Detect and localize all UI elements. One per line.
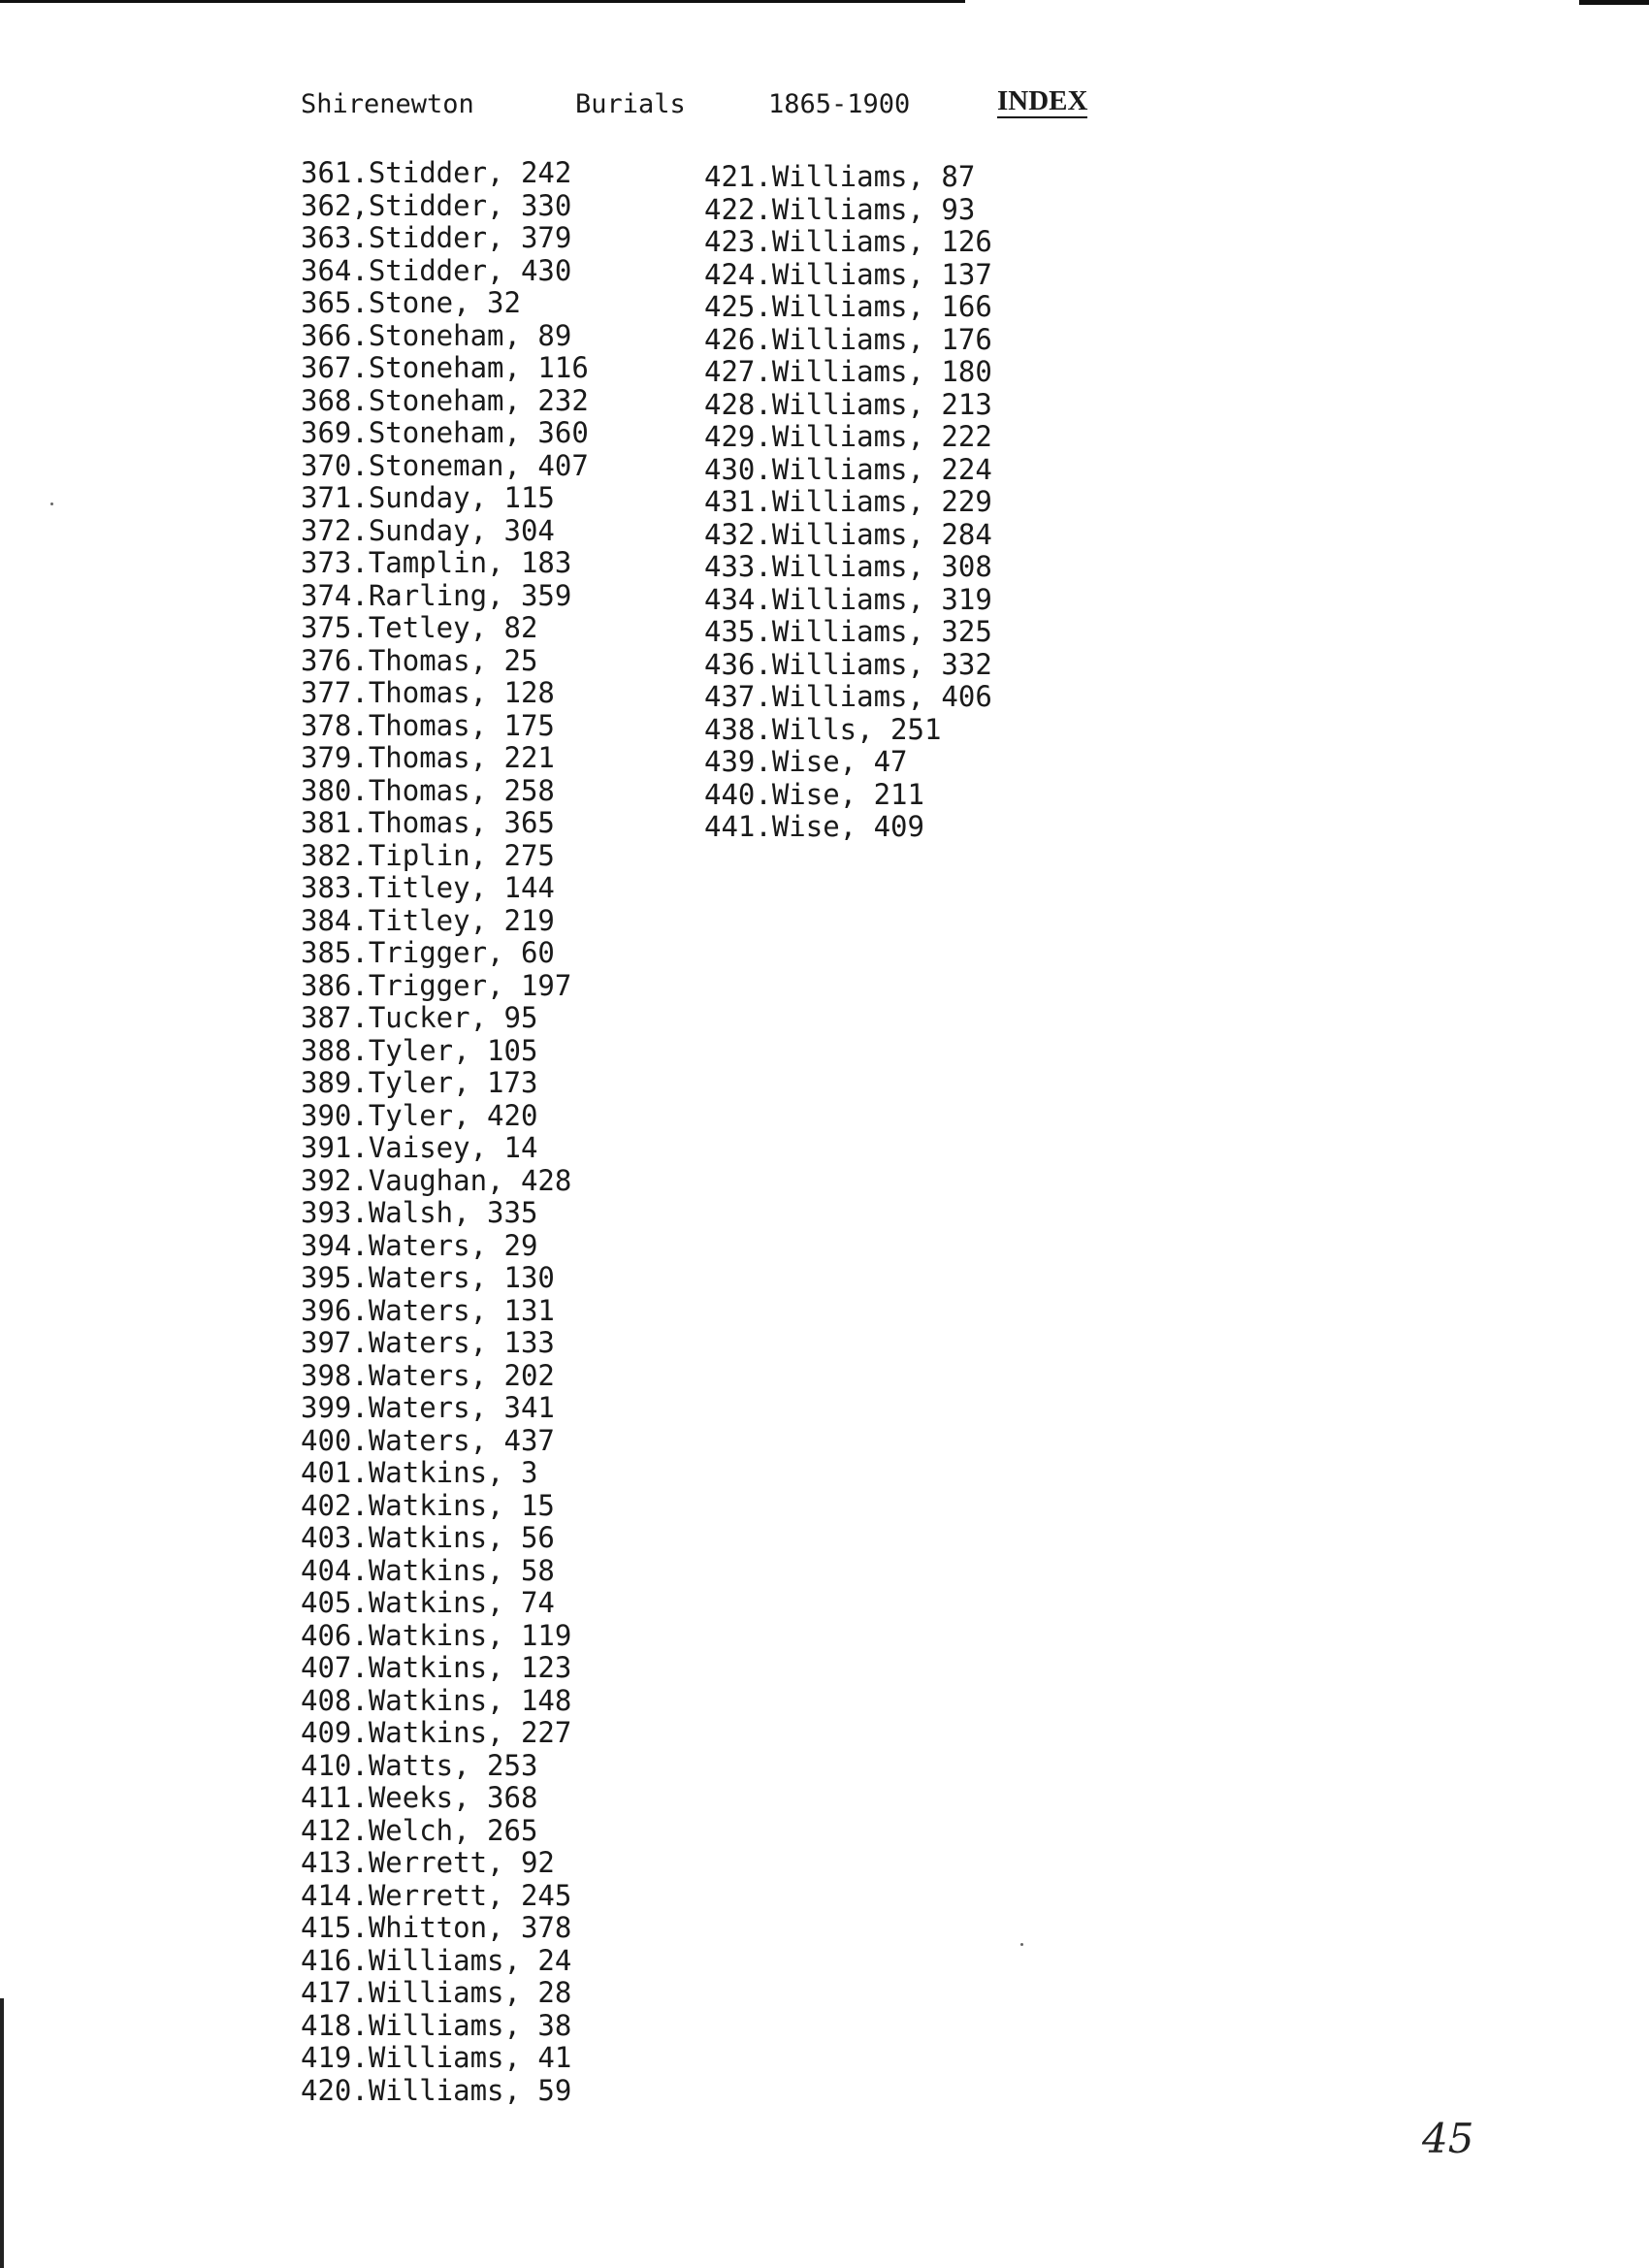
index-entry: 400.Waters, 437 <box>301 1423 555 1457</box>
index-entry: 369.Stoneham, 360 <box>301 416 589 449</box>
scan-edge-left <box>0 1998 4 2268</box>
index-entry: 387.Tucker, 95 <box>301 1001 538 1034</box>
index-entry: 393.Walsh, 335 <box>301 1196 538 1229</box>
scan-edge-top <box>0 0 965 3</box>
index-entry: 371.Sunday, 115 <box>301 481 555 514</box>
index-column-left <box>301 157 589 2107</box>
index-entry: 382.Tiplin, 275 <box>301 838 555 872</box>
index-entry: 425.Williams, 166 <box>704 290 992 323</box>
index-entry: 394.Waters, 29 <box>301 1228 538 1262</box>
index-entry: 429.Williams, 222 <box>704 420 992 453</box>
index-entry: 419.Williams, 41 <box>301 2041 572 2074</box>
index-entry: 420.Williams, 59 <box>301 2073 572 2107</box>
index-entry: 368.Stoneham, 232 <box>301 383 589 417</box>
page-number: 45 <box>1422 2115 1474 2162</box>
index-entry: 440.Wise, 211 <box>704 777 924 811</box>
index-entry: 409.Watkins, 227 <box>301 1716 572 1749</box>
index-entry: 422.Williams, 93 <box>704 192 976 226</box>
index-entry: 370.Stoneman, 407 <box>301 448 589 482</box>
scan-speck <box>50 502 53 505</box>
index-entry: 439.Wise, 47 <box>704 745 908 778</box>
index-entry: 390.Tyler, 420 <box>301 1098 538 1132</box>
index-entry: 380.Thomas, 258 <box>301 773 555 807</box>
index-entry: 413.Werrett, 92 <box>301 1846 555 1879</box>
index-entry: 432.Williams, 284 <box>704 517 992 551</box>
index-entry: 396.Waters, 131 <box>301 1293 555 1327</box>
index-entry: 398.Waters, 202 <box>301 1358 555 1392</box>
index-entry: 424.Williams, 137 <box>704 257 992 291</box>
index-entry: 430.Williams, 224 <box>704 452 992 486</box>
index-entry: 397.Waters, 133 <box>301 1326 555 1359</box>
index-entry: 414.Werrett, 245 <box>301 1878 572 1912</box>
index-entry: 379.Thomas, 221 <box>301 741 555 774</box>
index-entry: 361.Stidder, 242 <box>301 156 572 189</box>
index-entry: 365.Stone, 32 <box>301 286 521 319</box>
index-entry: 376.Thomas, 25 <box>301 643 538 677</box>
index-entry: 401.Watkins, 3 <box>301 1456 538 1489</box>
index-entry: 403.Watkins, 56 <box>301 1521 555 1554</box>
index-entry: 362,Stidder, 330 <box>301 188 572 222</box>
index-entry: 366.Stoneham, 89 <box>301 318 572 352</box>
index-entry: 385.Trigger, 60 <box>301 936 555 969</box>
index-entry: 377.Thomas, 128 <box>301 676 555 709</box>
index-entry: 375.Tetley, 82 <box>301 611 538 644</box>
index-entry: 383.Titley, 144 <box>301 871 555 904</box>
index-entry: 421.Williams, 87 <box>704 160 976 193</box>
index-entry: 381.Thomas, 365 <box>301 806 555 839</box>
index-entry: 438.Wills, 251 <box>704 712 942 746</box>
header-years: 1865-1900 <box>768 89 911 119</box>
index-entry: 406.Watkins, 119 <box>301 1618 572 1652</box>
index-entry: 407.Watkins, 123 <box>301 1651 572 1684</box>
index-entry: 373.Tamplin, 183 <box>301 546 572 579</box>
index-entry: 388.Tyler, 105 <box>301 1033 538 1067</box>
index-entry: 437.Williams, 406 <box>704 680 992 713</box>
index-entry: 374.Rarling, 359 <box>301 578 572 612</box>
index-entry: 411.Weeks, 368 <box>301 1781 538 1814</box>
page-header <box>0 85 1164 128</box>
index-entry: 417.Williams, 28 <box>301 1976 572 2009</box>
index-entry: 405.Watkins, 74 <box>301 1586 555 1619</box>
scan-edge-top-right <box>1579 0 1649 5</box>
index-entry: 399.Waters, 341 <box>301 1391 555 1424</box>
index-entry: 364.Stidder, 430 <box>301 253 572 287</box>
index-entry: 386.Trigger, 197 <box>301 968 572 1002</box>
index-entry: 408.Watkins, 148 <box>301 1683 572 1717</box>
index-entry: 434.Williams, 319 <box>704 582 992 616</box>
index-entry: 412.Welch, 265 <box>301 1813 538 1847</box>
index-entry: 435.Williams, 325 <box>704 615 992 648</box>
index-entry: 433.Williams, 308 <box>704 550 992 583</box>
index-entry: 402.Watkins, 15 <box>301 1488 555 1522</box>
index-entry: 378.Thomas, 175 <box>301 708 555 742</box>
index-entry: 416.Williams, 24 <box>301 1943 572 1977</box>
index-entry: 431.Williams, 229 <box>704 485 992 518</box>
index-entry: 423.Williams, 126 <box>704 225 992 258</box>
index-entry: 427.Williams, 180 <box>704 355 992 388</box>
header-record-type: Burials <box>575 89 686 119</box>
header-place: Shirenewton <box>301 89 474 119</box>
index-entry: 363.Stidder, 379 <box>301 221 572 254</box>
index-entry: 391.Vaisey, 14 <box>301 1131 538 1164</box>
index-entry: 436.Williams, 332 <box>704 647 992 681</box>
index-entry: 395.Waters, 130 <box>301 1261 555 1294</box>
index-entry: 418.Williams, 38 <box>301 2008 572 2042</box>
header-section-index: INDEX <box>997 85 1088 116</box>
index-column-right <box>704 161 992 844</box>
index-entry: 426.Williams, 176 <box>704 322 992 356</box>
index-entry: 372.Sunday, 304 <box>301 513 555 547</box>
index-entry: 415.Whitton, 378 <box>301 1911 572 1944</box>
index-entry: 392.Vaughan, 428 <box>301 1163 572 1197</box>
index-entry: 441.Wise, 409 <box>704 810 924 843</box>
index-entry: 404.Watkins, 58 <box>301 1553 555 1587</box>
index-entry: 384.Titley, 219 <box>301 903 555 937</box>
index-entry: 389.Tyler, 173 <box>301 1066 538 1099</box>
index-entry: 410.Watts, 253 <box>301 1748 538 1782</box>
index-entry: 428.Williams, 213 <box>704 387 992 421</box>
scan-speck <box>1020 1943 1023 1946</box>
index-entry: 367.Stoneham, 116 <box>301 351 589 384</box>
